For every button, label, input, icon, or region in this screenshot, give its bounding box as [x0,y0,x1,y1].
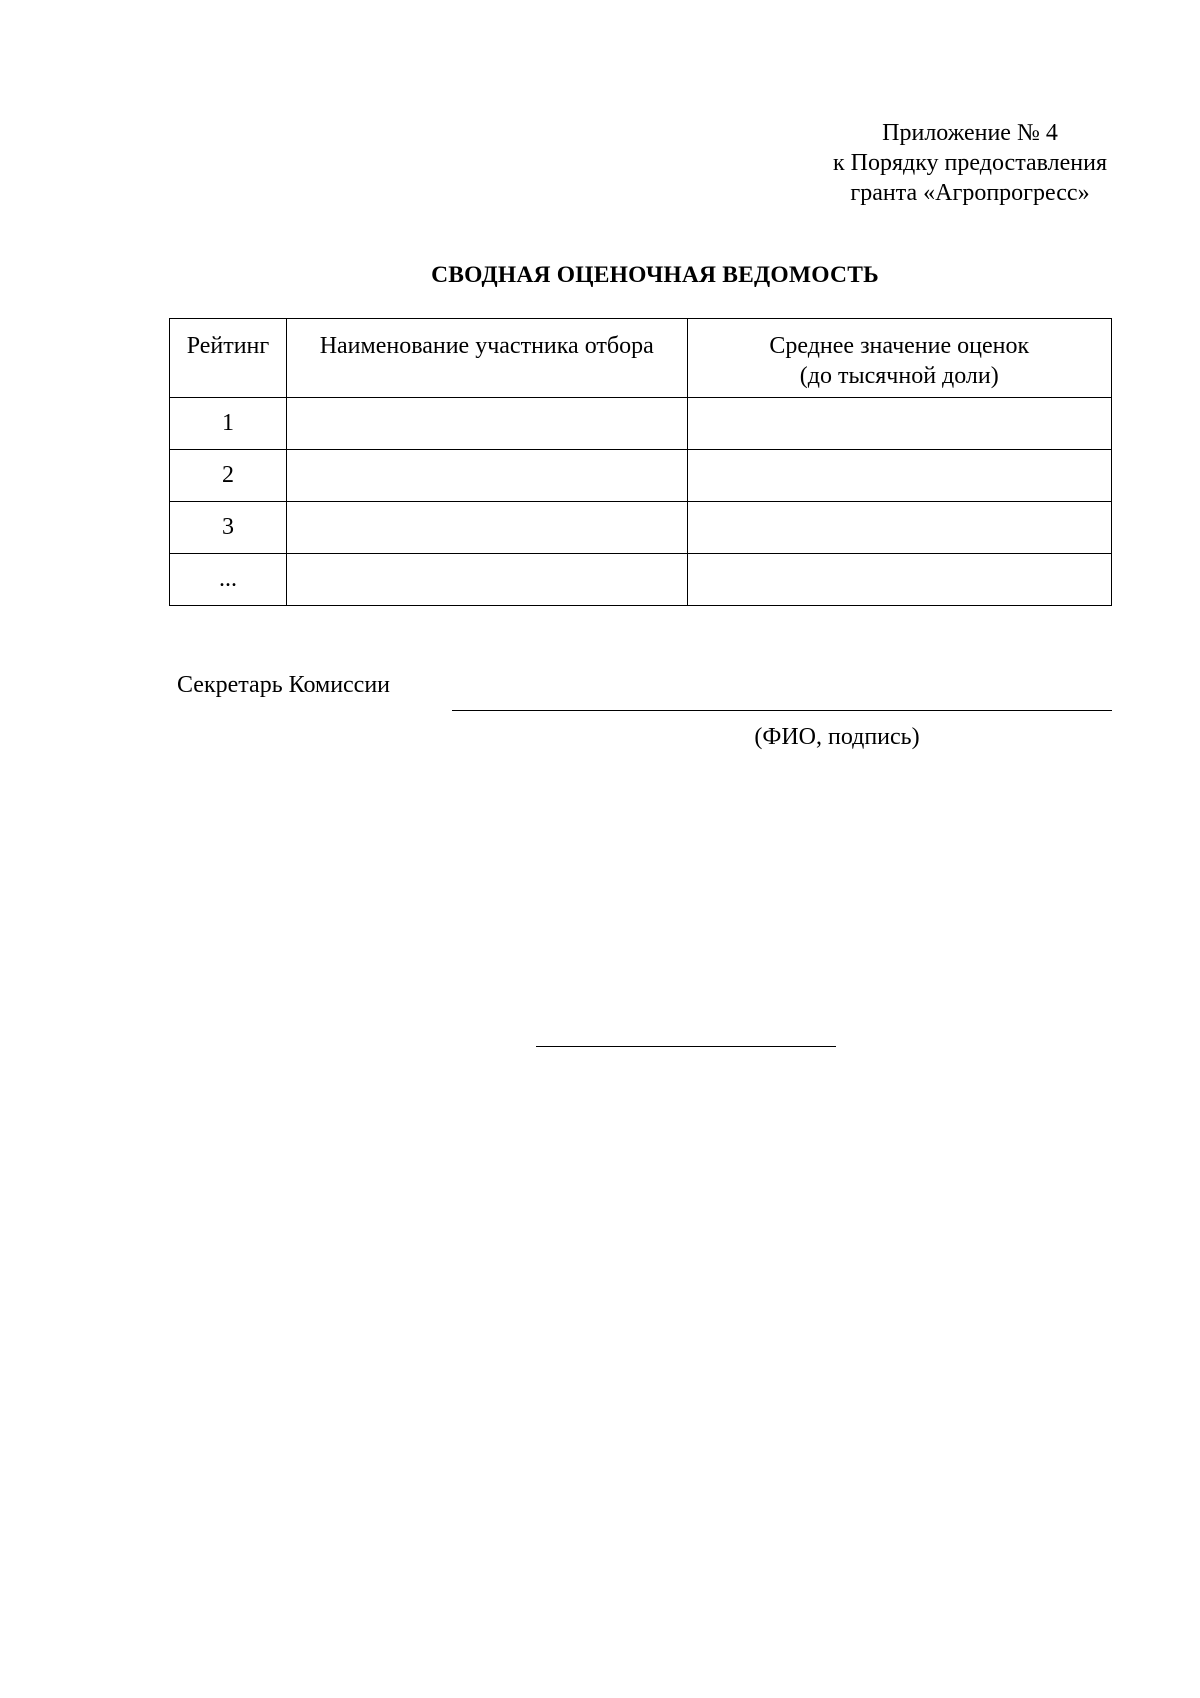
table-row [170,554,1112,606]
annex-header [780,118,1160,208]
end-divider [536,1046,836,1047]
cell-average-score [687,502,1111,554]
table-header-row [170,319,1112,398]
annex-grant-name: гранта «Агропрогресс» [850,180,1090,206]
cell-rank: 1 [170,398,287,450]
header-average-score [687,319,1111,398]
signature-caption: (ФИО, подпись) [754,724,920,750]
table-row [170,502,1112,554]
cell-rank: 2 [170,450,287,502]
cell-average-score [687,554,1111,606]
rating-table [169,318,1112,606]
cell-participant-name [286,554,687,606]
cell-rank: ... [170,554,287,606]
header-average-line1: Среднее значение оценок [769,333,1030,359]
table-row [170,450,1112,502]
annex-number: Приложение № 4 [882,120,1058,146]
header-average-line2: (до тысячной доли) [799,363,999,389]
document-title: СВОДНАЯ ОЦЕНОЧНАЯ ВЕДОМОСТЬ [431,262,879,288]
annex-reference: к Порядку предоставления [832,150,1107,176]
signature-line [452,710,1112,711]
table-row [170,398,1112,450]
cell-average-score [687,450,1111,502]
header-participant-name: Наименование участника отбора [286,319,687,398]
secretary-label: Секретарь Комиссии [177,672,391,698]
cell-participant-name [286,502,687,554]
header-rank: Рейтинг [170,319,287,398]
cell-participant-name [286,398,687,450]
cell-rank: 3 [170,502,287,554]
cell-average-score [687,398,1111,450]
cell-participant-name [286,450,687,502]
